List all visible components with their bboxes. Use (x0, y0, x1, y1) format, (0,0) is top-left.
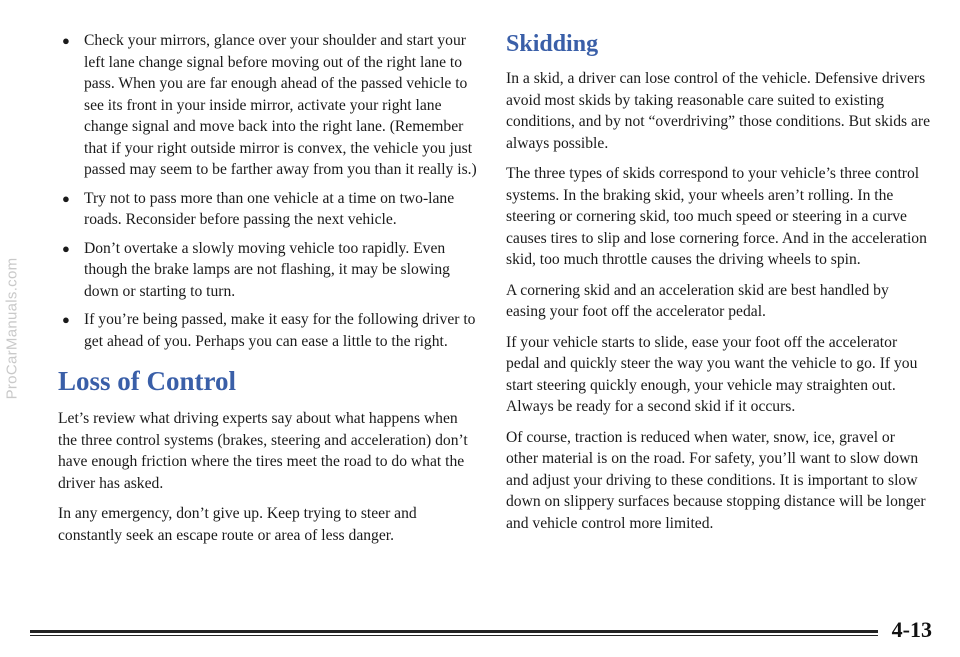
list-item-text: Don’t overtake a slowly moving vehicle too rapidly. Even though the brake lamps are not flashing, it may be slowing down or starting to turn. (84, 239, 450, 300)
bullet-icon: ● (62, 240, 70, 256)
cornering-skid-paragraph: A cornering skid and an acceleration skid are best handled by easing your foot off the accelerator pedal. (506, 281, 889, 320)
list-item-text: Check your mirrors, glance over your shoulder and start your left lane change signal before moving out of the right lane to pass. When you are far enough ahead of the passed vehicle to see its front in your inside mirror, activate your right lane change signal and move back into the right lane. (Remember that if your right outside mirror is convex, the vehicle you just passed may seem to be farther away from you than it really is.) (84, 32, 477, 178)
skid-types-paragraph: The three types of skids correspond to your vehicle’s three control systems. In the braking skid, your wheels aren’t rolling. In the steering or cornering skid, too much speed or steering in a curve causes tires to slip and lose cornering force. And in the acceleration skid, too much throttle causes the driving wheels to spin. (506, 165, 927, 268)
skidding-heading: Skidding (506, 31, 599, 57)
emergency-paragraph: In any emergency, don’t give up. Keep trying to steer and constantly seek an escape route or area of less danger. (58, 505, 417, 544)
list-item (58, 30, 478, 181)
bullet-icon: ● (62, 312, 70, 327)
right-column (506, 30, 930, 543)
list-item-text: Try not to pass more than one vehicle at a time on two-lane roads. Reconsider before passing the next vehicle. (84, 189, 455, 228)
loss-of-control-paragraph: Let’s review what driving experts say about what happens when the three control systems (brakes, steering and acceleration) don’t have enough friction where the tires meet the road to do what the driver has asked. (58, 410, 468, 492)
bullet-icon: ● (62, 33, 70, 48)
page-number: 4-13 (891, 617, 932, 642)
list-item (58, 238, 478, 303)
footer-rule (30, 630, 878, 633)
list-item (58, 188, 478, 231)
passing-tips-list (58, 30, 478, 352)
list-item-text: If you’re being passed, make it easy for the following driver to get ahead of you. Perhaps you can ease a little to the right. (84, 311, 476, 350)
slide-recovery-paragraph: If your vehicle starts to slide, ease your foot off the accelerator pedal and quickly steer the way you want the vehicle to go. If you start steering quickly enough, your vehicle may straighten out. Always be ready for a second skid if it occurs. (506, 333, 918, 415)
left-column (58, 30, 478, 555)
skid-intro-paragraph: In a skid, a driver can lose control of the vehicle. Defensive drivers avoid most skids by taking reasonable care suited to existing conditions, and by not “overdriving” those conditions. But skids are always possible. (506, 70, 931, 152)
traction-paragraph: Of course, traction is reduced when water, snow, ice, gravel or other material is on the road. For safety, you’ll want to slow down and adjust your driving to these conditions. It is important to slow down on slippery surfaces because stopping distance will be longer and vehicle control more limited. (506, 428, 926, 532)
watermark-text: ProCarManuals.com (3, 257, 21, 400)
footer-rule-thin (30, 635, 878, 636)
loss-of-control-heading: Loss of Control (58, 366, 237, 396)
bullet-icon: ● (62, 190, 70, 206)
watermark (2, 0, 22, 657)
list-item (58, 309, 478, 352)
